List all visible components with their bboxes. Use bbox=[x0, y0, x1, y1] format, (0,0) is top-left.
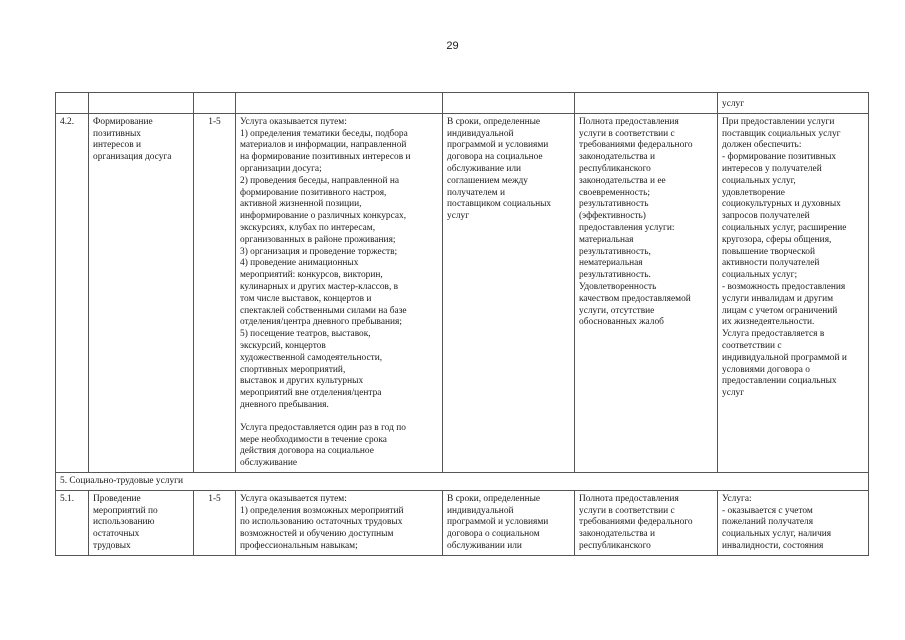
recipient-group: 1-5 bbox=[194, 113, 236, 472]
services-table bbox=[55, 92, 869, 556]
service-name: Проведение мероприятий по использованию остаточных трудовых bbox=[89, 490, 194, 555]
continuation-cell: услуг bbox=[718, 93, 869, 114]
service-description: Услуга оказывается путем: 1) определения тематики беседы, подбора материалов и информации, направленной на формирование позитивных интересов и организации досуга; 2) проведения беседы, направленной на формирование позитивного настроя, активной жизненной позиции, информирование о различных конкурсах, экскурсиях, клубах по интересам, организованных в районе проживания; 3) организация и проведение торжеств; 4) проведение анимационных мероприятий: конкурсов, викторин, кулинарных и других мастер-классов, в том числе выставок, концертов и спектаклей собственными силами на базе отделения/центра дневного пребывания; 5) посещение театров, выставок, экскурсий, концертов художественной самодеятельности, спортивных мероприятий, выставок и других культурных мероприятий вне отделения/центра дневного пребывания. bbox=[240, 116, 411, 410]
service-term: В сроки, определенные индивидуальной программой и условиями договора на социальное обслуживание или соглашением между получателем и поставщиком социальных услуг bbox=[443, 113, 575, 472]
service-conditions: При предоставлении услуги поставщик социальных услуг должен обеспечить: - формирование позитивных интересов у получателей социальных услуг, удовлетворение социокультурных и духовных запросов получателей социальных услуг, расширение кругозора, сферы общения, повышение творческой активности получателей социальных услуг; - возможность предоставления услуги инвалидам и другим лицам с учетом ограничений их жизнедеятельности. Услуга предоставляется в соответствии с индивидуальной программой и условиями договора о предоставлении социальных услуг bbox=[718, 113, 869, 472]
service-term: В сроки, определенные индивидуальной программой и условиями договора о социальном обслуживании или bbox=[443, 490, 575, 555]
page-number: 29 bbox=[446, 40, 459, 52]
service-description-note: Услуга предоставляется один раз в год по мере необходимости в течение срока действия договора на социальное обслуживание bbox=[240, 422, 406, 469]
section-header-row bbox=[56, 472, 869, 490]
row-number: 5.1. bbox=[56, 490, 89, 555]
service-name: Формирование позитивных интересов и организация досуга bbox=[89, 113, 194, 472]
continuation-row bbox=[56, 93, 869, 114]
service-quality: Полнота предоставления услуги в соответствии с требованиями федерального законодательства и республиканского законодательства и ее своевременность; результативность (эффективность) предоставления услуги: материальная результативность, нематериальная результативность. Удовлетворенность качеством предоставляемой услуги, отсутствие обоснованных жалоб bbox=[575, 113, 718, 472]
service-conditions: Услуга: - оказывается с учетом пожеланий получателя социальных услуг, наличия инвалидности, состояния bbox=[718, 490, 869, 555]
section-title: 5. Социально-трудовые услуги bbox=[56, 472, 869, 490]
service-description-cell bbox=[236, 113, 443, 472]
service-description: Услуга оказывается путем: 1) определения возможных мероприятий по использованию остаточных трудовых возможностей и обучению доступным профессиональным навыкам; bbox=[236, 490, 443, 555]
service-quality: Полнота предоставления услуги в соответствии с требованиями федерального законодательства и республиканского bbox=[575, 490, 718, 555]
row-number: 4.2. bbox=[56, 113, 89, 472]
table-row bbox=[56, 490, 869, 555]
table-row bbox=[56, 113, 869, 472]
recipient-group: 1-5 bbox=[194, 490, 236, 555]
